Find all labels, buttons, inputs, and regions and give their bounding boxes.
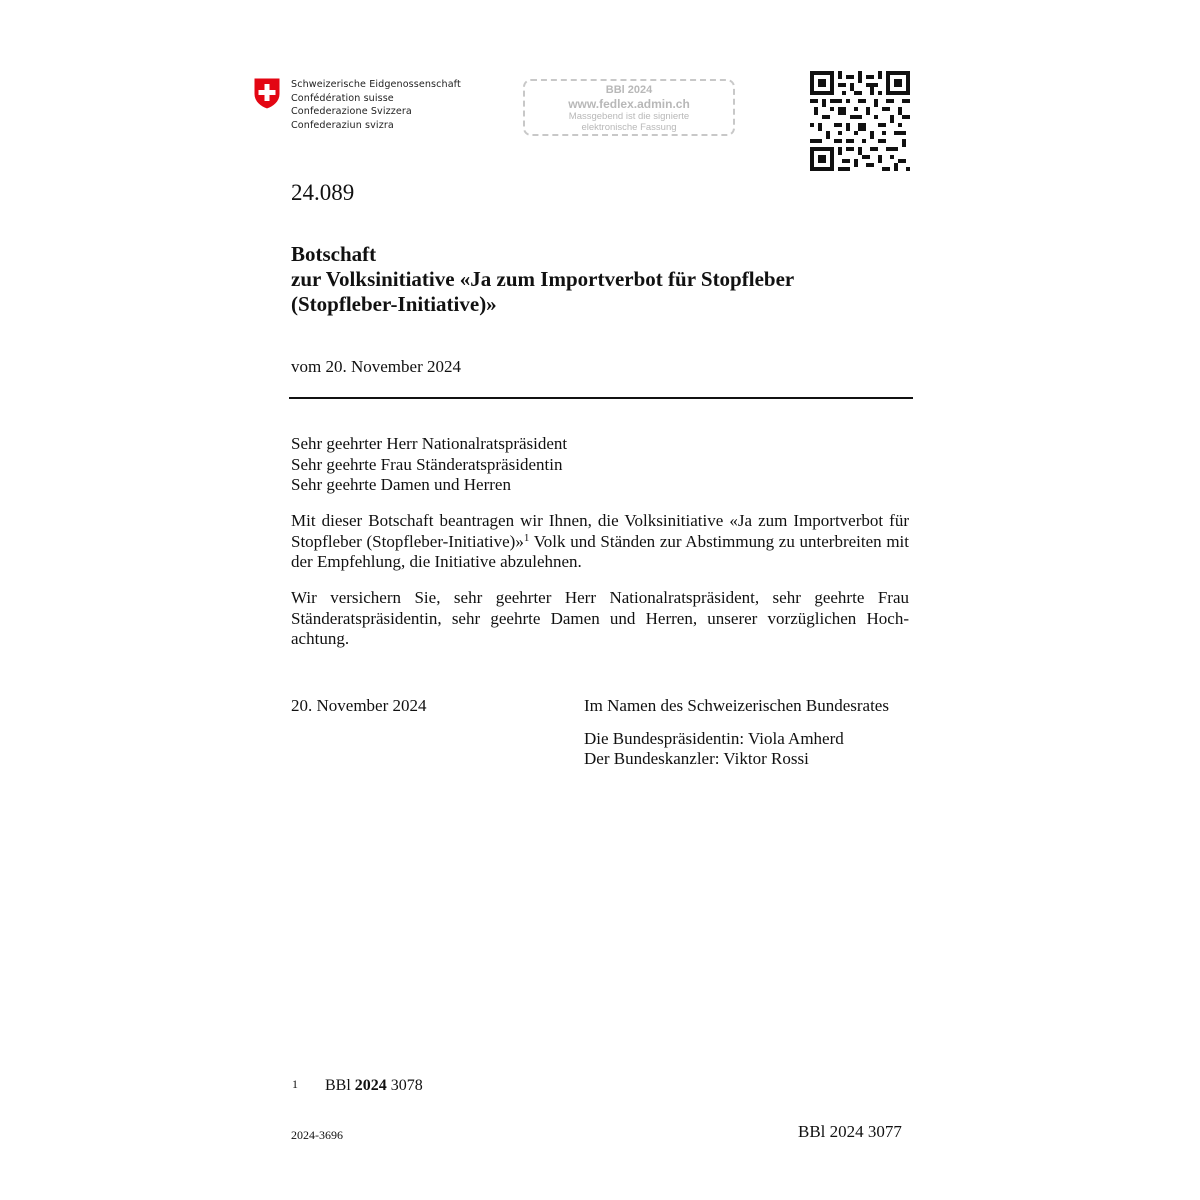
gov-name-it: Confederazione Svizzera [291, 106, 412, 117]
title-line-1: Botschaft [291, 242, 377, 266]
title-line-3: (Stopfleber-Initiative)» [291, 292, 497, 316]
salutation [291, 434, 567, 496]
document-id: 2024-3696 [291, 1128, 343, 1142]
stamp-line-1: BBl 2024 [605, 84, 653, 96]
paragraph-proposal-text-end: Volk und Ständen zur Abstimmung zu unterbreiten mit der Empfehlung, die Initiative abzulehnen. [291, 531, 909, 571]
title-divider [289, 397, 913, 399]
title-line-2: zur Volksinitiative «Ja zum Importverbot für Stopfleber [291, 267, 795, 291]
chancellor-line: Der Bundeskanzler: Viktor Rossi [584, 749, 809, 768]
paragraph-closing: Wir versichern Sie, sehr geehrter Herr Nationalratspräsident, sehr geehrte Frau Ständeratspräsidentin, sehr geehrte Damen und Herren, unserer vorzüglichen Hochachtung. [291, 588, 909, 648]
signature-gap [584, 717, 889, 729]
stamp-url: www.fedlex.admin.ch [568, 97, 690, 111]
signature-block [584, 696, 889, 770]
signature-date: 20. November 2024 [291, 696, 427, 715]
qr-code-icon [810, 71, 910, 171]
gov-name-rm: Confederaziun svizra [291, 119, 394, 131]
president-line: Die Bundespräsidentin: Viola Amherd [584, 728, 844, 748]
salutation-line-1: Sehr geehrter Herr Nationalratspräsident [291, 434, 568, 453]
fedlex-stamp [523, 79, 735, 136]
swiss-cross-emblem-icon [253, 77, 281, 110]
footnote-year: 2024 [354, 1077, 387, 1094]
on-behalf-line: Im Namen des Schweizerischen Bundesrates [584, 696, 889, 715]
footnote-text [325, 1077, 423, 1095]
footnote-page: 3078 [386, 1077, 423, 1094]
footnote-number: 1 [292, 1077, 298, 1091]
document-date: vom 20. November 2024 [291, 357, 461, 376]
gov-name-de: Schweizerische Eidgenossenschaft [291, 79, 461, 90]
footnote-prefix: BBl [325, 1077, 355, 1094]
paragraph-proposal [291, 511, 909, 573]
salutation-line-2: Sehr geehrte Frau Ständeratspräsidentin [291, 454, 563, 474]
document-title [291, 242, 794, 317]
stamp-line-4: elektronische Fassung [581, 122, 677, 133]
paragraph-proposal-text: Mit dieser Botschaft beantragen wir Ihnen, die Volksinitiative «Ja zum Importverbot für Stopfleber (Stopfleber-Initiative)» [291, 511, 909, 551]
footnote-ref[interactable]: 1 [523, 531, 530, 544]
government-names [291, 78, 461, 132]
page-reference: BBl 2024 3077 [798, 1122, 902, 1141]
stamp-line-3: Massgebend ist die signierte [568, 111, 690, 122]
salutation-line-3: Sehr geehrte Damen und Herren [291, 475, 511, 494]
business-number: 24.089 [291, 180, 355, 205]
gov-name-fr: Confédération suisse [291, 92, 394, 104]
